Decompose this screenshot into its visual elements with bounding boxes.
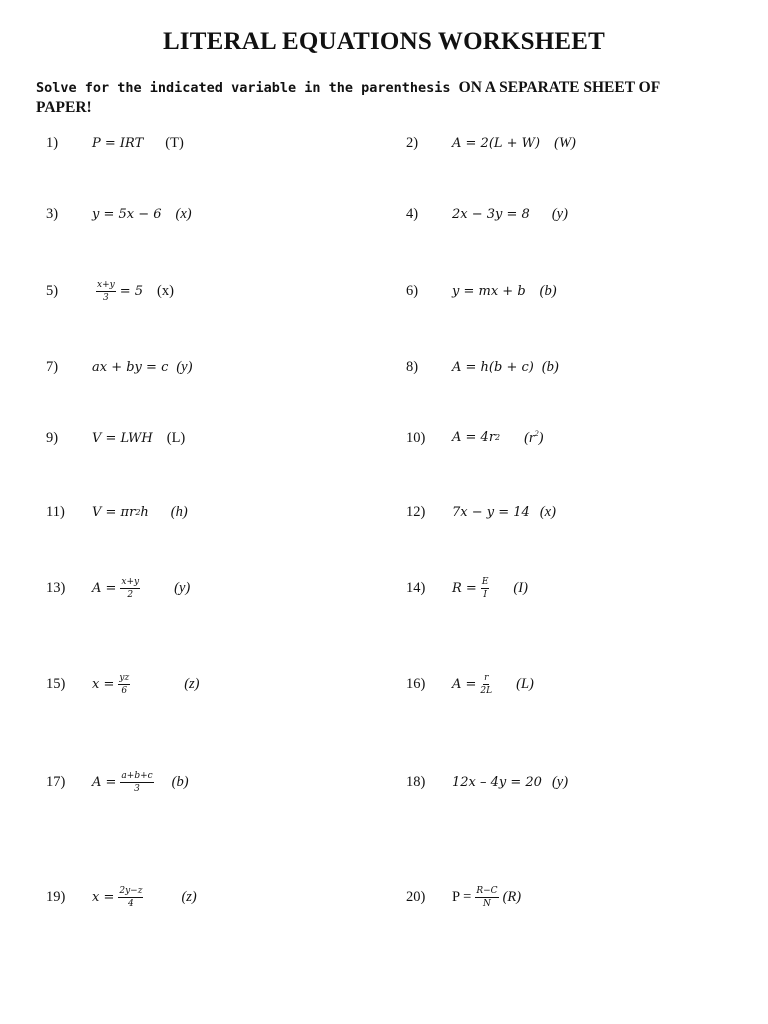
problem-number: 17) (46, 773, 66, 790)
problem-number: 19) (46, 888, 66, 905)
equation: R = $\frac{E}{I}$ (I) (452, 576, 528, 600)
problem-15 (46, 669, 376, 699)
equation: V = πr 2 h (h) (92, 503, 188, 520)
problem-3 (46, 199, 376, 229)
problem-number: 10) (406, 429, 426, 446)
equation: x = $\frac{2y-z}{4}$ (z) (92, 885, 197, 909)
worksheet-title: LITERAL EQUATIONS WORKSHEET (162, 28, 606, 55)
problem-7 (46, 352, 376, 382)
problem-8 (406, 352, 736, 382)
problem-number: 6) (406, 282, 419, 299)
equation: 2x − 3y = 8 (y) (452, 205, 568, 222)
problem-number: 20) (406, 888, 426, 905)
equation: ax + by = c (y) (92, 358, 193, 375)
fraction: $\frac{r}{2L}$ (480, 672, 493, 696)
problem-10 (406, 423, 736, 453)
fraction: $\frac{a+b+c}{3}$ (121, 770, 153, 794)
problem-20 (406, 882, 736, 912)
problem-number: 14) (406, 579, 426, 596)
fraction: $\frac{x+y}{3}$ (97, 279, 115, 303)
equation: A = h(b + c) (b) (452, 358, 559, 375)
problem-6 (406, 276, 736, 306)
problem-2 (406, 128, 736, 158)
problem-number: 13) (46, 579, 66, 596)
fraction: $\frac{2y-z}{4}$ (119, 885, 143, 909)
fraction: $\frac{x+y}{2}$ (121, 576, 140, 600)
problem-13 (46, 573, 376, 603)
problem-1 (46, 128, 376, 158)
problem-number: 4) (406, 205, 419, 222)
problem-12 (406, 497, 736, 527)
problem-11 (46, 497, 376, 527)
problem-number: 11) (46, 503, 65, 520)
problem-number: 5) (46, 282, 59, 299)
problem-number: 7) (46, 358, 59, 375)
problem-number: 9) (46, 429, 59, 446)
instructions (36, 78, 716, 118)
equation: y = 5x − 6 (x) (92, 205, 192, 222)
equation: P = $\frac{R-C}{N}$ (R) (452, 885, 522, 909)
instructions-emphasis: ON A SEPARATE SHEET OF PAPER! (36, 79, 660, 116)
equation: V = LWH (L) (92, 429, 186, 446)
problem-number: 15) (46, 675, 66, 692)
problem-19 (46, 882, 376, 912)
problem-9 (46, 423, 376, 453)
problem-18 (406, 767, 736, 797)
equation: A = $\frac{a+b+c}{3}$ (b) (92, 770, 189, 794)
equation: P = IRT (T) (92, 134, 184, 151)
equation: A = 2(L + W) (W) (452, 134, 576, 151)
problem-number: 8) (406, 358, 419, 375)
problem-5 (46, 276, 376, 306)
problem-14 (406, 573, 736, 603)
problem-17 (46, 767, 376, 797)
instructions-text: Solve for the indicated variable in the parenthesis (36, 80, 459, 96)
problem-number: 12) (406, 503, 426, 520)
equation: A = $\frac{x+y}{2}$ (y) (92, 576, 191, 600)
fraction: $\frac{R-C}{N}$ (476, 885, 498, 909)
equation: 7x − y = 14 (x) (452, 503, 556, 520)
problem-number: 1) (46, 134, 59, 151)
problem-4 (406, 199, 736, 229)
fraction: $\frac{yz}{6}$ (119, 672, 130, 696)
problem-number: 2) (406, 134, 419, 151)
problem-number: 3) (46, 205, 59, 222)
problem-number: 18) (406, 773, 426, 790)
equation: $\frac{x+y}{3}$ = 5 (x) (97, 279, 174, 303)
problem-16 (406, 669, 736, 699)
equation: 12x – 4y = 20 (y) (452, 773, 569, 790)
equation: A = 4r 2 $(r^2)$ (452, 429, 544, 446)
fraction: $\frac{E}{I}$ (481, 576, 489, 600)
equation: y = mx + b (b) (452, 282, 557, 299)
problem-number: 16) (406, 675, 426, 692)
equation: x = $\frac{yz}{6}$ (z) (92, 672, 200, 696)
equation: A = $\frac{r}{2L}$ (L) (452, 672, 534, 696)
